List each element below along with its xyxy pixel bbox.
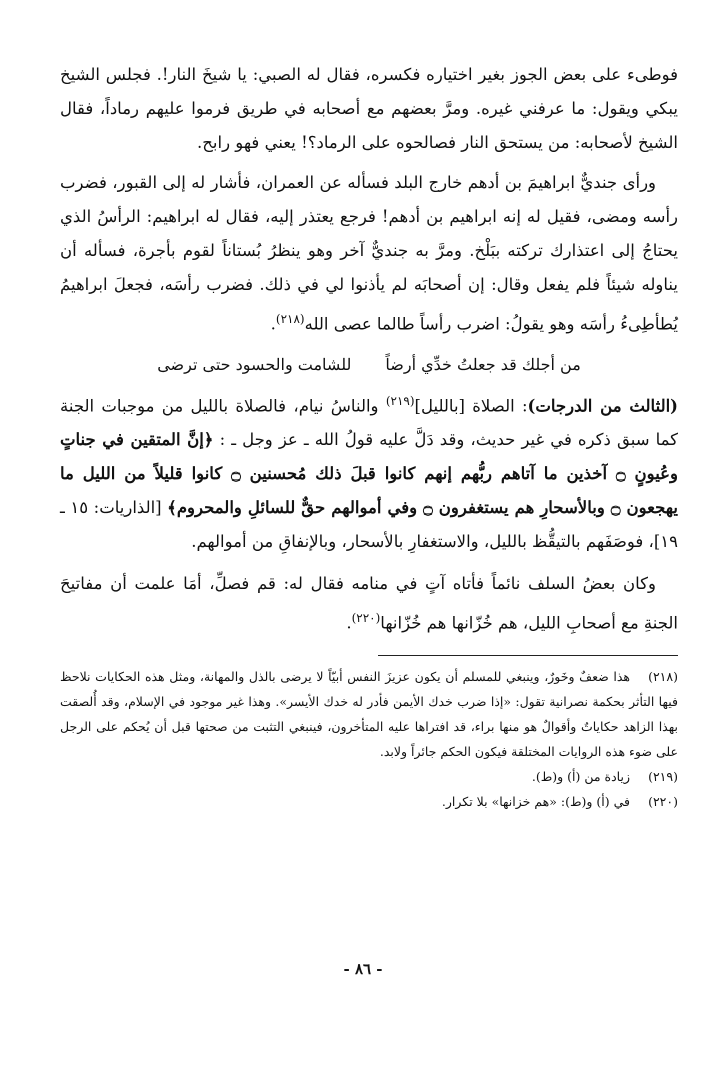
paragraph-ibrahim-ibn-adham: ورأى جنديٌّ ابراهيمَ بن أدهم خارج البلد فسأله عن العمران، فأشار له إلى القبور، فضرب رأسه ومضى، فقيل له إنه ابراهيم بن أدهم! فرجع يعتذر إليه، فقال له ابراهيم: الرأسُ الذي يحتاجُ إلى اعتذارك تركته ببَلْخ. ومرَّ به جنديٌّ آخر وهو ينظرُ بُستاناً لقوم بأجرة، فسأله أن يناوله شيئاً فلم يفعل وقال: إن أصحابَه لم يأذنوا لي في ذلك. فضرب رأسَه، فجعلَ ابراهيمُ يُطأطِىءُ رأسَه وهو يقولُ: اضرب رأساً طالما عصى الله$^{(٢١٨)}$. (60, 173, 678, 334)
paragraph-third-degree (60, 384, 678, 560)
paragraph-continuation: فوطىء على بعض الجوز بغير اختياره فكسره، فقال له الصبي: يا شيخَ النار!. فجلس الشيخ يبكي ويقول: ما عرفني غيره. ومرَّ بعضهم مع أصحابه في طريق فرموا عليهم رماداً، فقال الشيخ لأصحابه: من يستحق النار فصالحوه على الرماد؟! يعني فهو رابح. (60, 65, 678, 152)
footnotes (60, 664, 678, 814)
footnote-number: (٢٢٠) (648, 793, 678, 809)
footnote-219 (60, 764, 678, 789)
night-prayer-text: والناسُ نيام، فالصلاة بالليل من موجبات الجنة كما سبق ذكره في غير حديث، وقد دَلَّ عليه قولُ الله ـ عز وجل ـ : (60, 396, 679, 449)
footnote-220 (60, 789, 678, 814)
paragraph-text: وكان بعضُ السلف نائماً فأتاه آتٍ في منامه فقال له: قم فصلِّ، أمَا علمت أن مفاتيحَ الجنةِ مع أصحابِ الليل، هم خُزّانها هم خُزّانها (60, 574, 678, 633)
prayer-text: : الصلاة [بالليل] (414, 396, 528, 415)
footnote-ref-219: (٢١٩) (385, 393, 415, 408)
verse-first-hemistich: من أجلك قد جعلتُ خدِّي أرضاً (385, 354, 581, 374)
footnote-number: (٢١٩) (648, 768, 678, 784)
verse-second-hemistich: للشامت والحسود حتى ترضى (157, 354, 352, 374)
footnote-218 (60, 664, 678, 764)
quran-verse: ﴿إنَّ المتقين في جناتٍ وعُيونٍ ۝ آخذين ما آتاهم ربُّهم إنهم كانوا قبلَ ذلك مُحسنين ۝ كانوا قليلاً من الليل ما يهجعون ۝ وبالأسحارِ هم يستغفرون ۝ وفي أموالهم حقٌّ للسائلِ والمحروم﴾ (60, 430, 678, 517)
footnote-number: (٢١٨) (648, 668, 678, 684)
description-text: فوصَفَهم بالتيقُّظ بالليل، والاستغفارِ بالأسحار، وبالإنفاقِ من أموالهم. (191, 532, 649, 551)
section-heading: (الثالث من الدرجات) (527, 396, 678, 415)
footnote-ref-218: (٢١٨) (275, 312, 305, 326)
page-number: - ٨٦ - (343, 960, 383, 978)
quran-citation: [الذاريات: ١٥ ـ ١٩]، (60, 498, 678, 551)
paragraph-salaf-dream: وكان بعضُ السلف نائماً فأتاه آتٍ في منامه فقال له: قم فصلِّ، أمَا علمت أن مفاتيحَ الجنةِ مع أصحابِ الليل، هم خُزّانها هم خُزّانها$^{(٢٢٠)}$. (60, 574, 678, 633)
footnote-separator (378, 655, 678, 656)
paragraph-text: ورأى جنديٌّ ابراهيمَ بن أدهم خارج البلد فسأله عن العمران، فأشار له إلى القبور، فضرب رأسه ومضى، فقيل له إنه ابراهيم بن أدهم! فرجع يعتذر إليه، فقال له ابراهيم: الرأسُ الذي يحتاجُ إلى اعتذارك تركته ببَلْخ. ومرَّ به جنديٌّ آخر وهو ينظرُ بُستاناً لقوم بأجرة، فسأله أن يناوله شيئاً فلم يفعل وقال: إن أصحابَه لم يأذنوا لي في ذلك. فضرب رأسَه، فجعلَ ابراهيمُ يُطأطِىءُ رأسَه وهو يقولُ: اضرب رأساً طالما عصى الله (60, 173, 678, 334)
book-page (60, 58, 678, 1074)
footnote-text: في (أ) و(ط): «هم خزانها» بلا تكرار. (441, 793, 630, 809)
footnote-ref-220: (٢٢٠) (351, 611, 381, 625)
poetry-verse (60, 350, 678, 380)
footnote-text: زيادة من (أ) و(ط). (531, 768, 630, 784)
footnote-text: هذا ضعفٌ وخَورٌ، وينبغي للمسلم أن يكون عزيزَ النفس أبيّاً لا يرضى بالذل والمهانة، ومثل هذه الحكايات نلاحظ فيها التأثر بحكمة نصرانية تقول: «إذا ضرب خدك الأيمن فأدر له خدك الأيسر». وهذا غير موجود في الإسلام، وقد أُلصقت بهذا الزاهد حكاياتٌ وأقوالٌ هو منها براء، قد افتراها عليه المتأخرون، فينبغي التثبت من صحتها قبل أن يُحكم على الرجل على ضوء هذه الروايات المختلقة فيكون الحكم جائراً ولابد. (60, 668, 678, 759)
